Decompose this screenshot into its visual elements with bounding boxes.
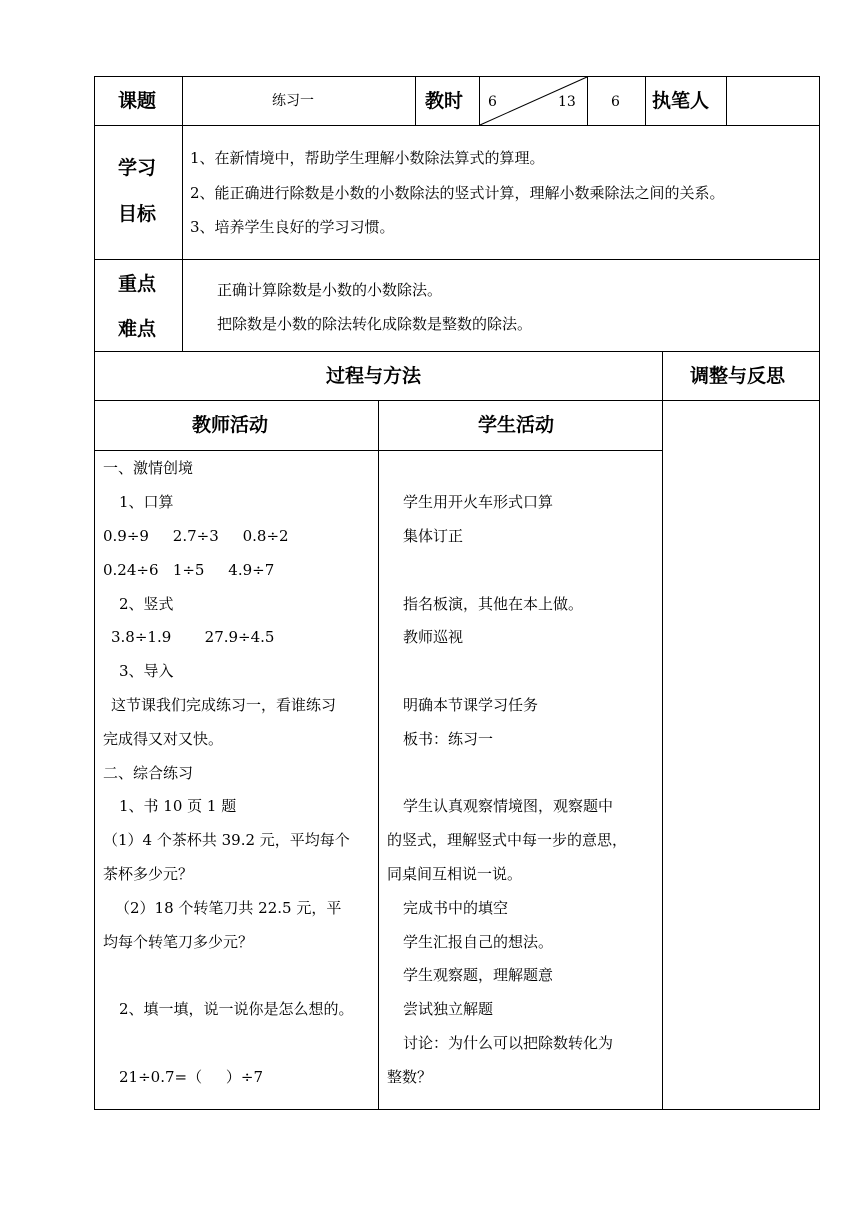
objective-item: 1、在新情境中，帮助学生理解小数除法算式的算理。 — [190, 149, 545, 167]
teacher-line: 3.8÷1.9 27.9÷4.5 — [111, 628, 275, 646]
student-line: 学生汇报自己的想法。 — [403, 933, 554, 951]
student-line: 集体订正 — [403, 527, 464, 545]
teacher-line: 二、综合练习 — [103, 764, 194, 782]
objectives-label-line2: 目标 — [118, 203, 157, 225]
author-label: 执笔人 — [652, 90, 710, 112]
teacher-line: 完成得又对又快。 — [103, 730, 224, 748]
period-label: 教时 — [425, 90, 464, 112]
student-line: 尝试独立解题 — [403, 1000, 494, 1018]
teacher-line: 0.9÷9 2.7÷3 0.8÷2 — [103, 527, 289, 545]
teacher-line: （2）18 个转笔刀共 22.5 元，平 — [115, 899, 342, 917]
student-line: 完成书中的填空 — [403, 899, 509, 917]
teacher-line: 一、激情创境 — [103, 459, 194, 477]
reflection-title: 调整与反思 — [690, 365, 786, 387]
period-right-value: 13 — [558, 94, 576, 110]
teacher-line: 3、导入 — [119, 662, 174, 680]
teacher-activity-title: 教师活动 — [192, 414, 269, 436]
process-title: 过程与方法 — [326, 365, 422, 387]
objectives-label-line1: 学习 — [118, 157, 157, 179]
student-line: 学生观察题，理解题意 — [403, 966, 554, 984]
teacher-line: 2、竖式 — [119, 595, 174, 613]
teacher-line: 茶杯多少元？ — [103, 865, 194, 883]
student-line: 整数？ — [387, 1068, 433, 1086]
teacher-line: 21÷0.7=（ ）÷7 — [119, 1068, 264, 1086]
student-activity-title: 学生活动 — [478, 414, 555, 436]
student-line: 学生认真观察情境图，观察题中 — [403, 797, 614, 815]
student-line: 同桌间互相说一说。 — [387, 865, 523, 883]
teacher-line: 这节课我们完成练习一，看谁练习 — [111, 696, 337, 714]
student-line: 讨论：为什么可以把除数转化为 — [403, 1034, 614, 1052]
student-line: 的竖式，理解竖式中每一步的意思， — [387, 831, 628, 849]
keypoint-item: 把除数是小数的除法转化成除数是整数的除法。 — [217, 315, 533, 333]
keypoints-label-line1: 重点 — [118, 273, 157, 295]
period-count-value: 6 — [611, 94, 620, 110]
topic-value: 练习一 — [272, 93, 314, 109]
teacher-line: （1）4 个茶杯共 39.2 元，平均每个 — [103, 831, 350, 849]
teacher-line: 0.24÷6 1÷5 4.9÷7 — [103, 561, 275, 579]
student-line: 明确本节课学习任务 — [403, 696, 539, 714]
teacher-line: 2、填一填，说一说你是怎么想的。 — [119, 1000, 354, 1018]
teacher-line: 均每个转笔刀多少元？ — [103, 933, 254, 951]
teacher-line: 1、书 10 页 1 题 — [119, 797, 237, 815]
student-line: 学生用开火车形式口算 — [403, 493, 554, 511]
topic-label: 课题 — [118, 90, 157, 112]
keypoints-label-line2: 难点 — [118, 318, 157, 340]
keypoint-item: 正确计算除数是小数的小数除法。 — [217, 281, 443, 299]
period-left-value: 6 — [488, 94, 497, 110]
objective-item: 3、培养学生良好的学习习惯。 — [190, 218, 395, 236]
student-line: 指名板演，其他在本上做。 — [403, 595, 584, 613]
teacher-line: 1、口算 — [119, 493, 174, 511]
objective-item: 2、能正确进行除数是小数的小数除法的竖式计算，理解小数乘除法之间的关系。 — [190, 184, 725, 202]
student-line: 板书：练习一 — [403, 730, 494, 748]
student-line: 教师巡视 — [403, 628, 464, 646]
